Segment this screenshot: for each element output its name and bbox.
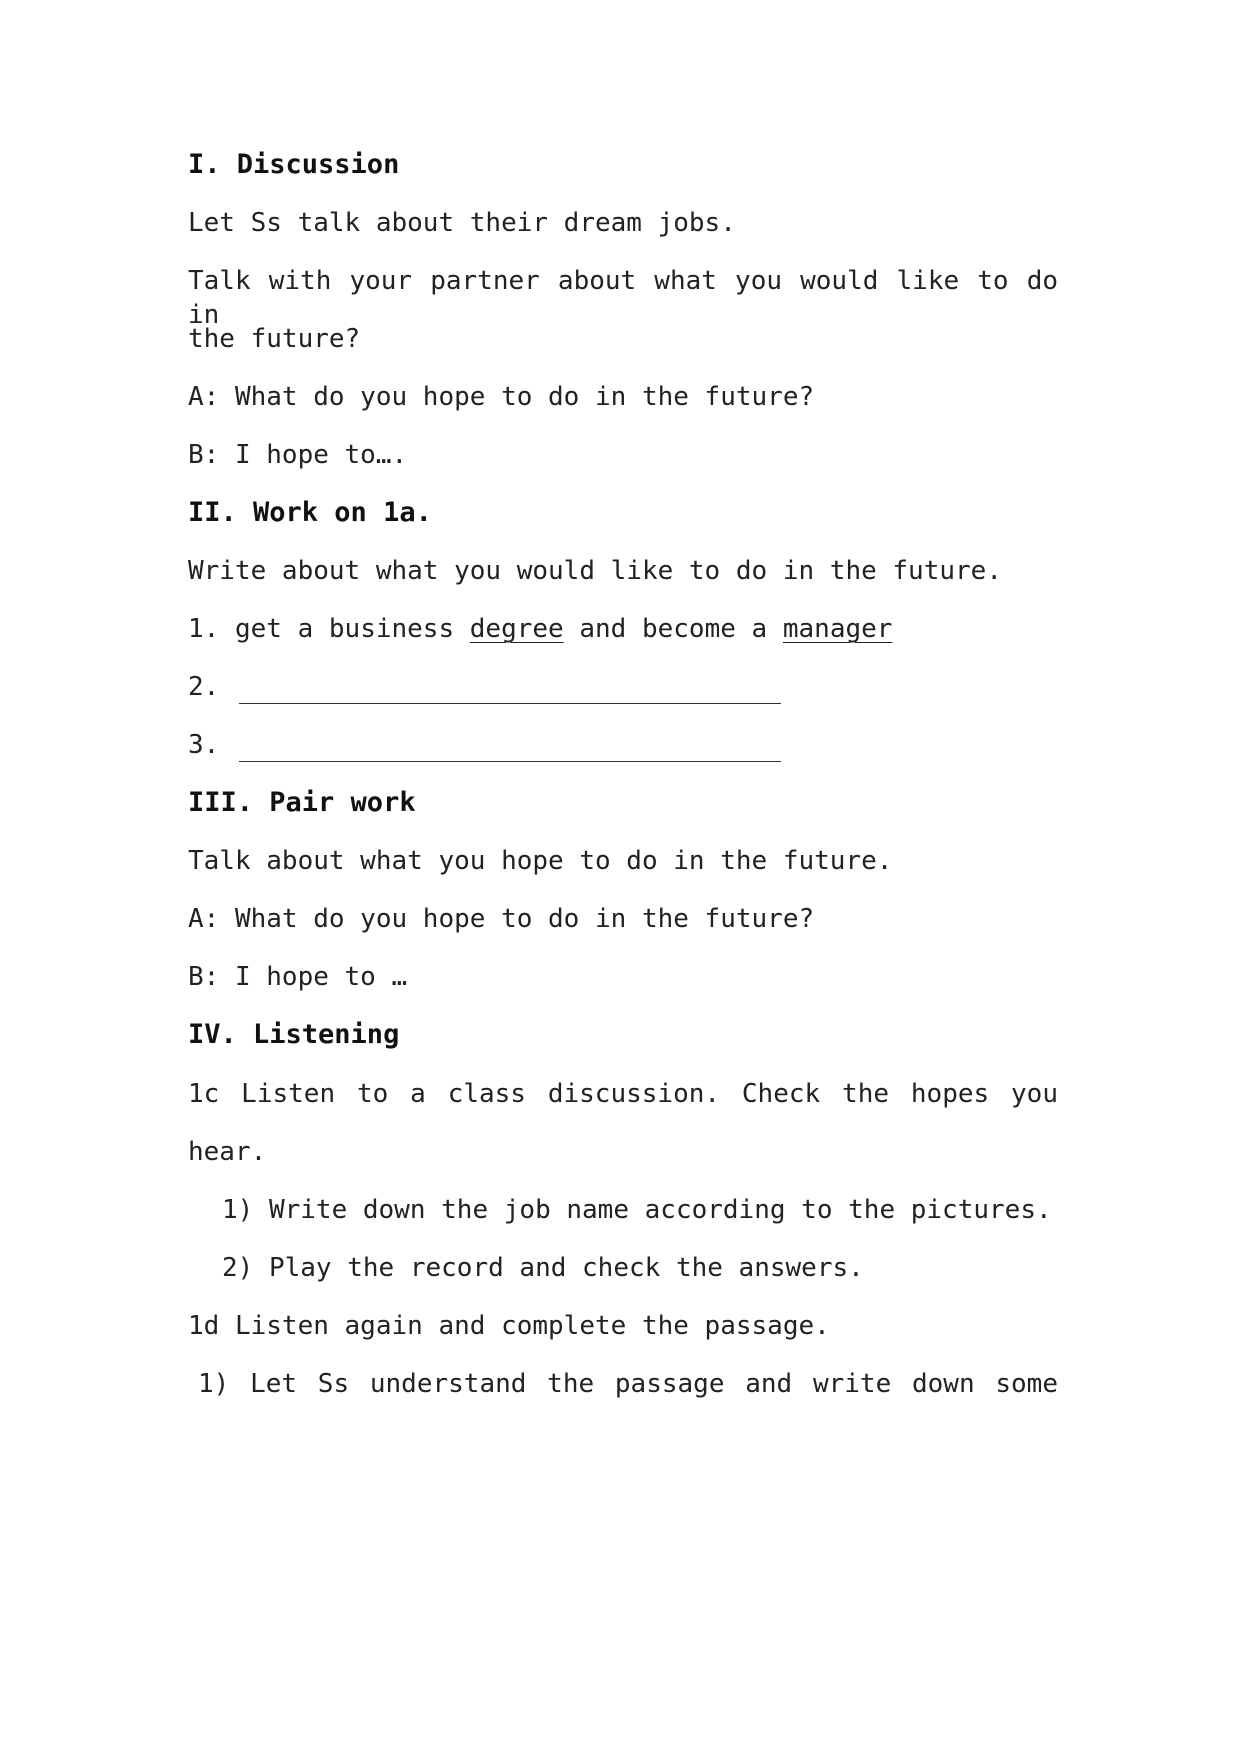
list-number: 1. bbox=[188, 614, 220, 644]
paragraph-line: 1c Listen to a class discussion. Check the hopes you bbox=[188, 1079, 1058, 1109]
underlined-word-manager: manager bbox=[782, 614, 893, 644]
paragraph-line: Talk with your partner about what you would like to do in bbox=[188, 266, 1058, 330]
list-item bbox=[188, 612, 1058, 646]
dialogue-line-a: A: What do you hope to do in the future? bbox=[188, 382, 815, 412]
paragraph-line: the future? bbox=[188, 324, 361, 354]
dialogue-line-b: B: I hope to…. bbox=[188, 440, 408, 470]
paragraph-line: Talk about what you hope to do in the future. bbox=[188, 846, 893, 876]
section-heading-pair-work: III. Pair work bbox=[188, 787, 416, 818]
sub-step-line: 1) Let Ss understand the passage and write down some bbox=[198, 1369, 1058, 1399]
paragraph-line: 1d Listen again and complete the passage. bbox=[188, 1311, 830, 1341]
list-item bbox=[188, 670, 1058, 704]
list-text: and become a bbox=[579, 614, 768, 644]
section-heading-discussion: I. Discussion bbox=[188, 149, 400, 180]
list-number: 3. bbox=[188, 730, 220, 760]
answer-blank-line bbox=[239, 735, 781, 762]
paragraph-line: hear. bbox=[188, 1137, 267, 1167]
underlined-word-degree: degree bbox=[469, 614, 564, 644]
sub-step-line: 1) Write down the job name according to the pictures. bbox=[222, 1195, 1052, 1225]
dialogue-line-a: A: What do you hope to do in the future? bbox=[188, 904, 815, 934]
section-heading-listening: IV. Listening bbox=[188, 1019, 400, 1050]
paragraph-line: Let Ss talk about their dream jobs. bbox=[188, 208, 736, 238]
paragraph-line: Write about what you would like to do in the future. bbox=[188, 556, 1002, 586]
list-item bbox=[188, 728, 1058, 762]
sub-step-line: 2) Play the record and check the answers. bbox=[222, 1253, 864, 1283]
list-number: 2. bbox=[188, 672, 220, 702]
list-text: get a business bbox=[234, 614, 455, 644]
dialogue-line-b: B: I hope to … bbox=[188, 962, 408, 992]
section-heading-work-on-1a: II. Work on 1a. bbox=[188, 497, 432, 528]
answer-blank-line bbox=[239, 677, 781, 704]
